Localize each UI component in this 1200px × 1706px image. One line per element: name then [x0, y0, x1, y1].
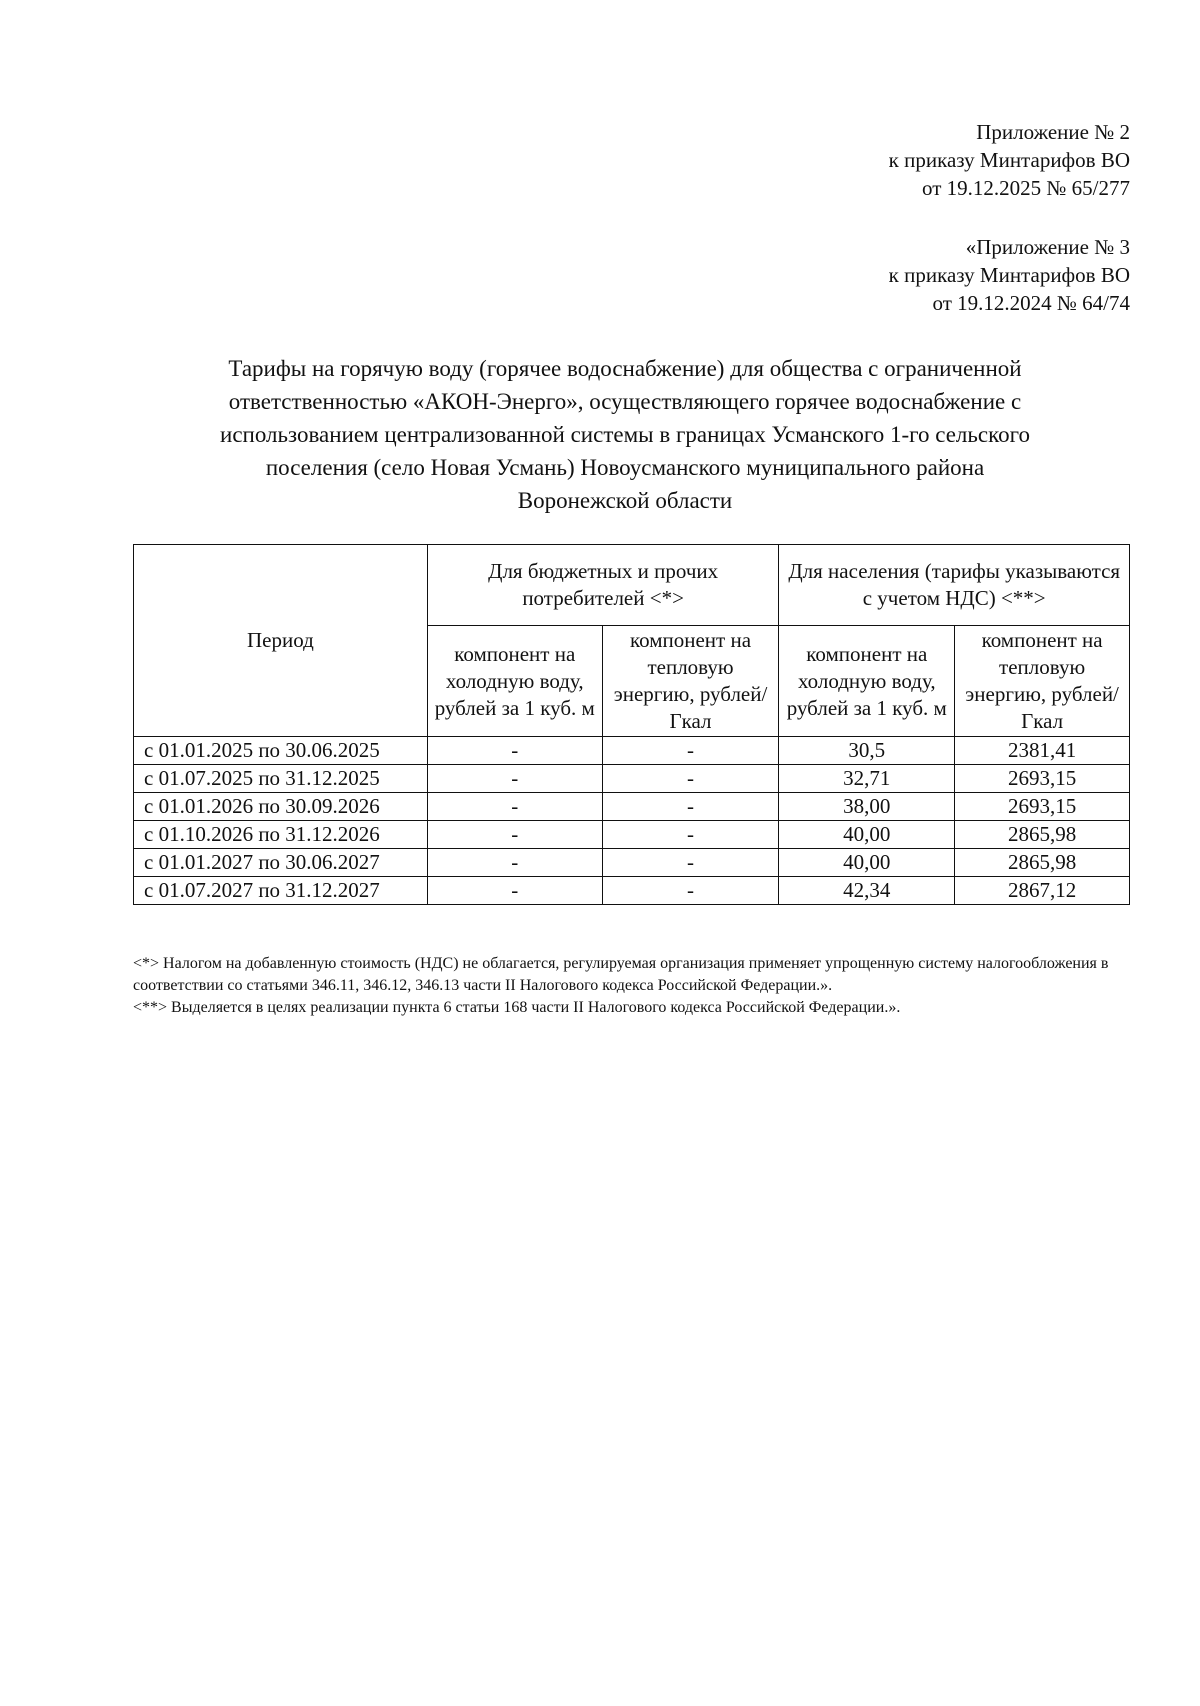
title-line: поселения (село Новая Усмань) Новоусманского муниципального района [265, 455, 985, 480]
footnotes [133, 953, 1133, 1019]
population-cold-water-cell: 32,71 [779, 765, 955, 793]
period-cell: с 01.01.2027 по 30.06.2027 [134, 849, 428, 877]
population-cold-water-cell: 40,00 [779, 849, 955, 877]
period-cell: с 01.01.2026 по 30.09.2026 [134, 793, 428, 821]
appendix-header-amended [889, 233, 1130, 317]
period-cell: с 01.07.2027 по 31.12.2027 [134, 877, 428, 905]
title-line: ответственностью «АКОН-Энерго», осуществляющего горячее водоснабжение с [228, 389, 1022, 414]
table-row [134, 765, 1130, 793]
population-cold-water-cell: 42,34 [779, 877, 955, 905]
budget-heat-cell: - [602, 765, 779, 793]
table-row [134, 877, 1130, 905]
budget-cold-water-cell: - [427, 849, 602, 877]
footnote-2: <**> Выделяется в целях реализации пункта 6 статьи 168 части II Налогового кодекса Российской Федерации.». [133, 999, 901, 1016]
header-line: к приказу Минтарифов ВО [888, 263, 1130, 287]
population-header: Для населения (тарифы указываются с учетом НДС) <**> [779, 545, 1130, 626]
header-line: к приказу Минтарифов ВО [888, 148, 1130, 172]
title-line: Воронежской области [517, 488, 733, 513]
header-line: «Приложение № 3 [965, 235, 1130, 259]
appendix-header-current [889, 118, 1130, 202]
title-line: использованием централизованной системы в границах Усманского 1-го сельского [220, 422, 1030, 447]
header-line: от 19.12.2025 № 65/277 [921, 176, 1130, 200]
population-cold-water-cell: 30,5 [779, 737, 955, 765]
table-row [134, 821, 1130, 849]
budget-cold-water-cell: - [427, 821, 602, 849]
subheader-cold-water: компонент на холодную воду, рублей за 1 куб. м [779, 626, 955, 737]
table-row [134, 849, 1130, 877]
period-header: Период [134, 545, 428, 737]
period-cell: с 01.10.2026 по 31.12.2026 [134, 821, 428, 849]
budget-heat-cell: - [602, 849, 779, 877]
population-cold-water-cell: 38,00 [779, 793, 955, 821]
subheader-cold-water: компонент на холодную воду, рублей за 1 куб. м [427, 626, 602, 737]
title-line: Тарифы на горячую воду (горячее водоснабжение) для общества с ограниченной [228, 356, 1022, 381]
population-heat-cell: 2865,98 [955, 821, 1130, 849]
population-heat-cell: 2381,41 [955, 737, 1130, 765]
table-row [134, 793, 1130, 821]
population-heat-cell: 2693,15 [955, 793, 1130, 821]
subheader-heat-energy: компонент на тепловую энергию, рублей/Гкал [602, 626, 779, 737]
header-line: от 19.12.2024 № 64/74 [932, 291, 1130, 315]
budget-heat-cell: - [602, 821, 779, 849]
budget-heat-cell: - [602, 877, 779, 905]
population-cold-water-cell: 40,00 [779, 821, 955, 849]
budget-cold-water-cell: - [427, 793, 602, 821]
footnote-1: <*> Налогом на добавленную стоимость (НДС) не облагается, регулируемая организация применяет упрощенную систему налогообложения в соответствии со статьями 346.11, 346.12, 346.13 части II Налогового кодекса Российской Федерации.». [133, 955, 1109, 994]
budget-heat-cell: - [602, 793, 779, 821]
table-row [134, 737, 1130, 765]
tariff-table [133, 544, 1130, 905]
population-heat-cell: 2693,15 [955, 765, 1130, 793]
population-heat-cell: 2865,98 [955, 849, 1130, 877]
budget-cold-water-cell: - [427, 765, 602, 793]
subheader-heat-energy: компонент на тепловую энергию, рублей/Гкал [955, 626, 1130, 737]
population-heat-cell: 2867,12 [955, 877, 1130, 905]
period-cell: с 01.01.2025 по 30.06.2025 [134, 737, 428, 765]
document-title [120, 352, 1130, 517]
period-cell: с 01.07.2025 по 31.12.2025 [134, 765, 428, 793]
budget-cold-water-cell: - [427, 877, 602, 905]
header-line: Приложение № 2 [976, 120, 1130, 144]
budget-heat-cell: - [602, 737, 779, 765]
budget-cold-water-cell: - [427, 737, 602, 765]
budget-consumers-header: Для бюджетных и прочих потребителей <*> [427, 545, 779, 626]
